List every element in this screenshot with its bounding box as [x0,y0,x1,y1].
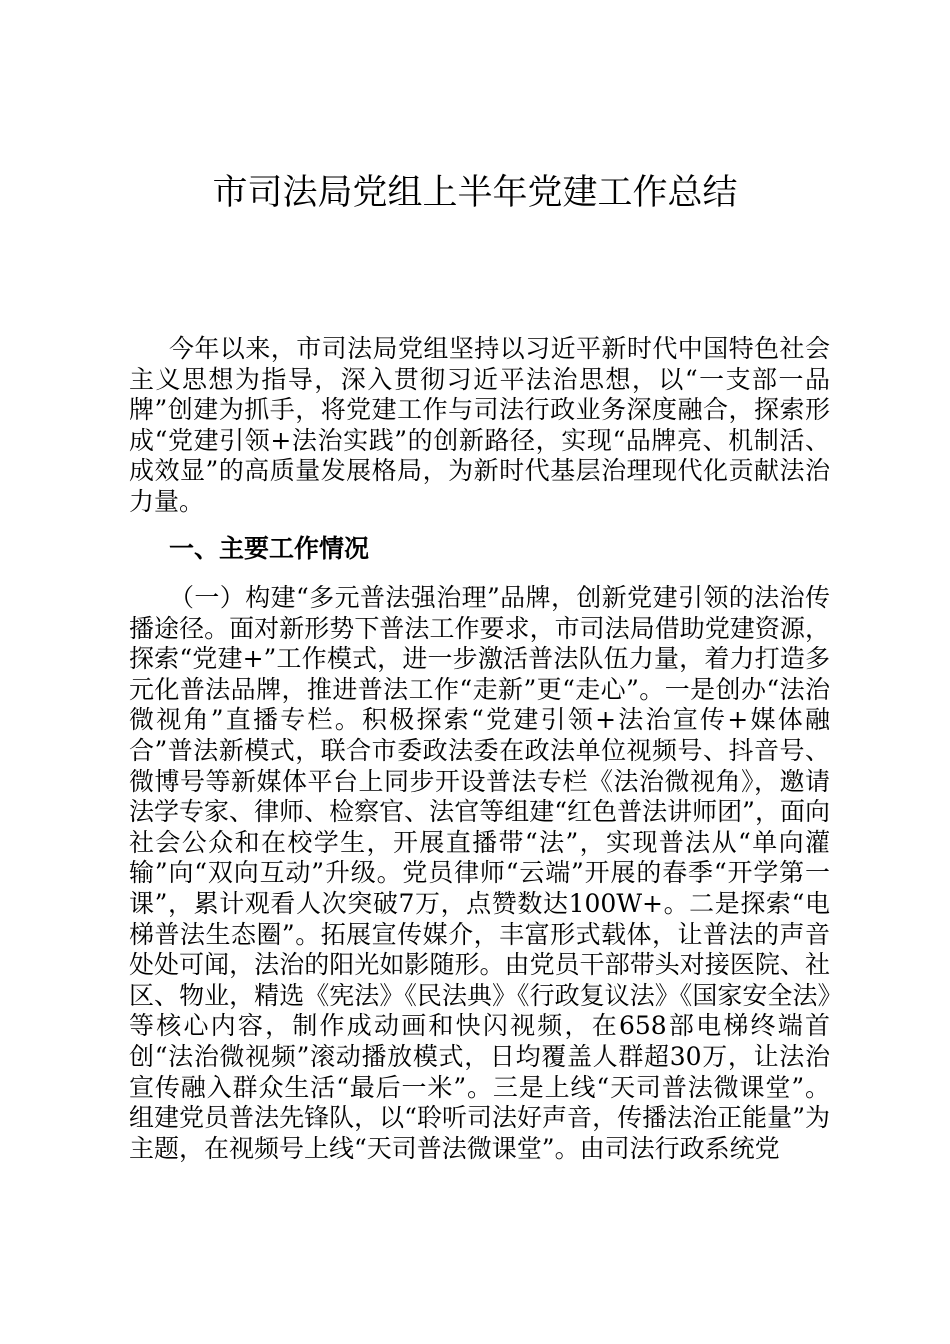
document-title: 市司法局党组上半年党建工作总结 [212,173,738,213]
intro-paragraph: 今年以来，市司法局党组坚持以习近平新时代中国特色社会主义思想为指导，深入贯彻习近平法治思想，以“一支部一品牌”创建为抓手，将党建工作与司法行政业务深度融合，探索形成“党建引领+法治实践”的创新路径，实现“品牌亮、机制活、成效显”的高质量发展格局，为新时代基层治理现代化贡献法治力量。 [129,334,830,516]
section-heading: 一、主要工作情况 [169,534,370,563]
section-paragraph: （一）构建“多元普法强治理”品牌，创新党建引领的法治传播途径。面对新形势下普法工作要求，市司法局借助党建资源，探索“党建+”工作模式，进一步激活普法队伍力量，着力打造多元化普法品牌，推进普法工作“走新”更“走心”。一是创办“法治微视角”直播专栏。积极探索“党建引领+法治宣传+媒体融合”普法新模式，联合市委政法委在政法单位视频号、抖音号、微博号等新媒体平台上同步开设普法专栏《法治微视角》，邀请法学专家、律师、检察官、法官等组建“红色普法讲师团”，面向社会公众和在校学生，开展直播带“法”，实现普法从“单向灌输”向“双向互动”升级。党员律师“云端”开展的春季“开学第一课”，累计观看人次突破7万，点赞数达100W+。二是探索“电梯普法生态圈”。拓展宣传媒介，丰富形式载体，让普法的声音处处可闻，法治的阳光如影随形。由党员干部带头对接医院、社区、物业，精选《宪法》《民法典》《行政复议法》《国家安全法》等核心内容，制作成动画和快闪视频，在658部电梯终端首创“法治微视频”滚动播放模式，日均覆盖人群超30万，让法治宣传融入群众生活“最后一米”。三是上线“天司普法微课堂”。组建党员普法先锋队，以“聆听司法好声音，传播法治正能量”为主题，在视频号上线“天司普法微课堂”。由司法行政系统党 [129,583,830,1163]
